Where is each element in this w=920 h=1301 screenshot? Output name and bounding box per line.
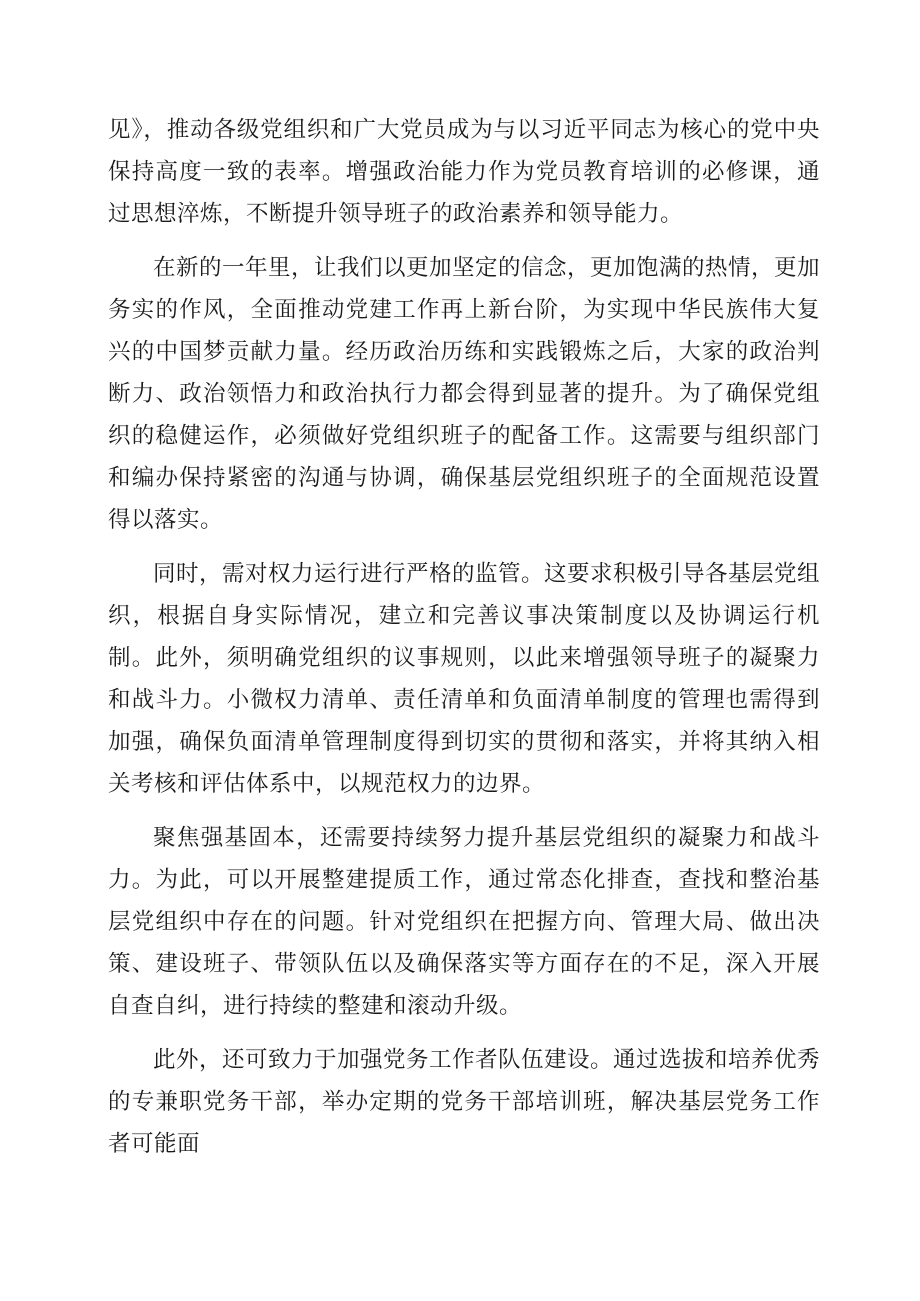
paragraph-strengthen-foundation: 聚焦强基固本，还需要持续努力提升基层党组织的凝聚力和战斗力。为此，可以开展整建提质工作，通过常态化排查，查找和整治基层党组织中存在的问题。针对党组织在把握方向、管理大局、做出决策、建设班子、带领队伍以及确保落实等方面存在的不足，深入开展自查自纠，进行持续的整建和滚动升级。 bbox=[108, 825, 820, 1019]
document-body bbox=[108, 109, 820, 1177]
paragraph-new-year: 在新的一年里，让我们以更加坚定的信念，更加饱满的热情，更加务实的作风，全面推动党建工作再上新台阶，为实现中华民族伟大复兴的中国梦贡献力量。经历政治历练和实践锻炼之后，大家的政治判断力、政治领悟力和政治执行力都会得到显著的提升。为了确保党组织的稳健运作，必须做好党组织班子的配备工作。这需要与组织部门和编办保持紧密的沟通与协调，确保基层党组织班子的全面规范设置得以落实。 bbox=[108, 255, 821, 533]
paragraph-party-workers: 此外，还可致力于加强党务工作者队伍建设。通过选拔和培养优秀的专兼职党务干部，举办定期的党务干部培训班，解决基层党务工作者可能面 bbox=[108, 1047, 821, 1157]
paragraph-power-oversight: 同时，需对权力运行进行严格的监管。这要求积极引导各基层党组织，根据自身实际情况，建立和完善议事决策制度以及协调运行机制。此外，须明确党组织的议事规则，以此来增强领导班子的凝聚力和战斗力。小微权力清单、责任清单和负面清单制度的管理也需得到加强，确保负面清单管理制度得到切实的贯彻和落实，并将其纳入相关考核和评估体系中，以规范权力的边界。 bbox=[108, 561, 821, 797]
paragraph-continued: 见》，推动各级党组织和广大党员成为与以习近平同志为核心的党中央保持高度一致的表率。增强政治能力作为党员教育培训的必修课，通过思想淬炼，不断提升领导班子的政治素养和领导能力。 bbox=[108, 117, 820, 227]
